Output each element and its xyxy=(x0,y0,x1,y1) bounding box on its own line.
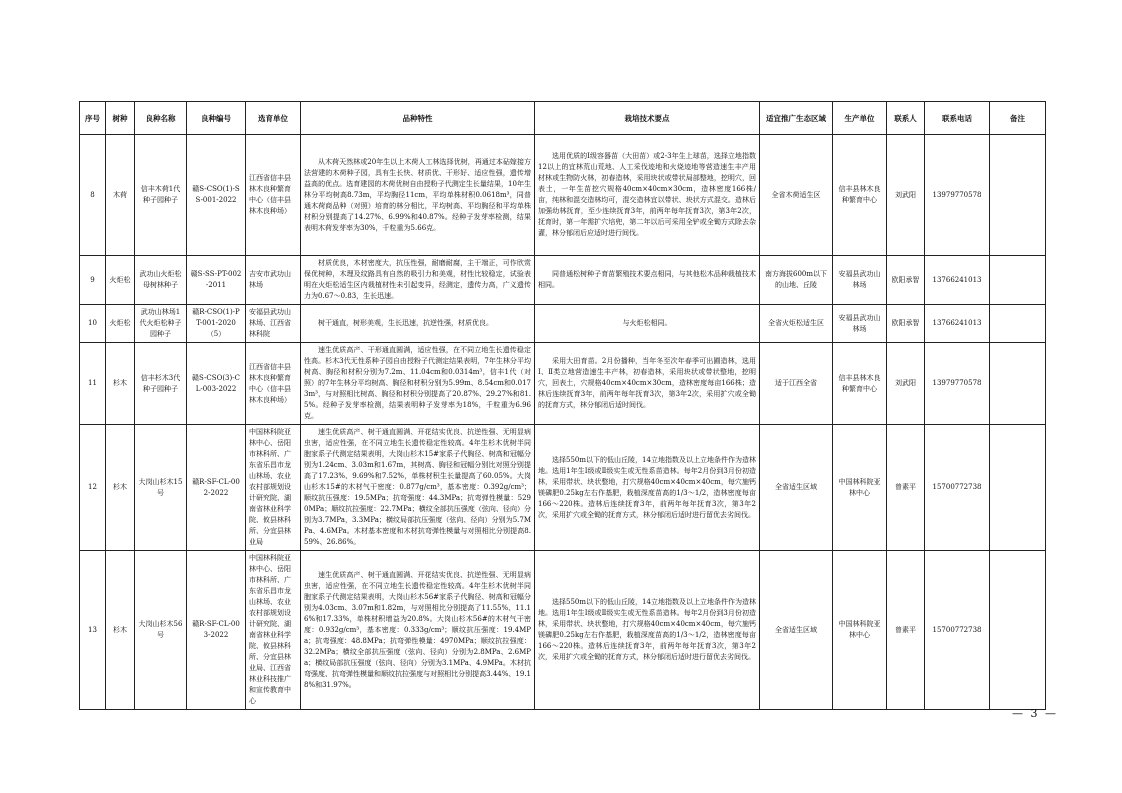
table-row xyxy=(80,343,1046,425)
cell-code: 赣R-SF-CL-002-2022 xyxy=(187,425,246,551)
cell-traits: 从木荷天然林或20年生以上木荷人工林选择优树，再通过本砧嫁接方法营建的木荷种子园，具有生长快、材质优、干形好、适应性强，遗传增益高的优点。选育建园的木荷优树自由授粉子代测定生长量结果，10年生林分平均树高8.73m，平均胸径11cm，平均单株材积0.0618m³，同普通木荷商品种（对照）培育的林分相比，平均树高、平均胸径和平均单株材积分别提高了14.27%、6.99%和40.87%。经种子发芽率检测，结果表明木荷发芽率为30%，千粒重为5.66克。 xyxy=(301,135,535,256)
cell-name: 武功山火炬松母树林种子 xyxy=(135,256,187,305)
cell-note xyxy=(990,425,1046,551)
cell-region: 全省适生区域 xyxy=(760,425,833,551)
header-phone: 联系电话 xyxy=(925,102,990,135)
cell-cultivation: 选用优质的Ⅰ级容器苗（大田苗）或2-3年生上球苗，选择立地指数12以上的宜林荒山荒地、人工采伐迹地和火烧迹地等营造速生丰产用材林或生物防火林，初春造林，采用块状或带状局部整地，挖明穴，回表土，一年生苗挖穴规格40cm×40cm×30cm，造林密度166株/亩，纯林和混交造林均可，混交造林宜以带状、块状方式混交。造林后加强幼林抚育，至少连续抚育3年，前两年每年抚育3次，第3年2次，抚育时，第一年需扩穴培兜，第二年以后可采用全铲或全锄方式除去杂灌，林分郁闭后应适时进行间伐。 xyxy=(535,135,760,256)
header-contact: 联系人 xyxy=(887,102,925,135)
cell-cultivation: 选择550m以下的低山丘陵，14立地指数及以上立地条件作为造林地。选用1年生Ⅰ级或Ⅱ级实生或无性系苗造林。每年2月份到3月份初造林，采用带状、块状整地，打穴规格40cm×40cm×40cm，每穴施钙镁磷肥0.25kg左右作基肥，栽植深度苗高的1/3～1/2，造林密度每亩166～220株。造林后连续抚育3年，前两年每年抚育3次，第3年2次，采用扩穴或全锄的抚育方式，林分郁闭后适时进行留优去劣间伐。 xyxy=(535,551,760,710)
page-number: — 3 — xyxy=(1012,707,1058,720)
cell-code: 赣R-SF-CL-003-2022 xyxy=(187,551,246,710)
cell-phone: 13979770578 xyxy=(925,135,990,256)
cell-note xyxy=(990,305,1046,343)
cell-traits: 速生优质高产、树干通直圆满、开花结实优良、抗逆性强、无明显病虫害，适应性强，在不同立地生长遗传稳定性较高。4年生杉木优树半同胞家系子代测定结果表明，大岗山杉木15#家系子代胸径、树高和冠幅分别为1.24cm、3.03m和1.67m，其树高、胸径和冠幅分别比对照分别提高了17.23%、9.69%和7.52%，单株材积生长量提高了60.05%。大岗山杉木15#的木材气干密度：0.877g/cm³，基本密度：0.392g/cm³；顺纹抗压强度：19.5MPa；抗弯强度：44.3MPa；抗弯弹性模量：5290MPa；顺纹抗拉强度：22.7MPa；横纹全部抗压强度（弦向、径向）分别为3.7MPa，3.3MPa；横纹局部抗压强度（弦向、径向）分别为5.7MPa、4.6MPa。木材基本密度和木材抗弯弹性模量与对照相比分别提高8.59%、26.86%。 xyxy=(301,425,535,551)
cell-producer: 中国林科院亚林中心 xyxy=(833,551,887,710)
cell-no: 13 xyxy=(80,551,106,710)
cell-producer: 信丰县林木良种繁育中心 xyxy=(833,135,887,256)
cell-traits: 速生优质高产、树干通直圆满、开花结实优良、抗逆性强、无明显病虫害，适应性强，在不同立地生长遗传稳定性较高。4年生杉木优树半同胞家系子代测定结果表明，大岗山杉木56#家系子代胸径、树高和冠幅分别为4.03cm、3.07m和1.82m，与对照相比分别提高了11.55%、11.16%和17.33%，单株材积增益为20.8%。大岗山杉木56#的木材气干密度：0.932g/cm³，基本密度：0.333g/cm³；顺纹抗压强度：19.4MPa；抗弯强度：48.8MPa；抗弯弹性模量：4970MPa；顺纹抗拉强度：32.2MPa；横纹全部抗压强度（弦向、径向）分别为2.8MPa、2.6MPa；横纹局部抗压强度（弦向、径向）分别为3.1MPa、4.9MPa。木材抗弯强度、抗弯弹性模量和顺纹抗拉强度与对照相比分别提高3.44%、19.18%和31.97%。 xyxy=(301,551,535,710)
cell-region: 南方海拔600m以下的山地、丘陵 xyxy=(760,256,833,305)
cell-species: 木荷 xyxy=(106,135,135,256)
table-row xyxy=(80,425,1046,551)
cell-note xyxy=(990,256,1046,305)
cell-contact: 曾素平 xyxy=(887,425,925,551)
cell-breeder: 江西省信丰县林木良种繁育中心（信丰县林木良种场） xyxy=(246,343,301,425)
header-name: 良种名称 xyxy=(135,102,187,135)
cell-note xyxy=(990,135,1046,256)
header-producer: 生产单位 xyxy=(833,102,887,135)
header-breeder: 选育单位 xyxy=(246,102,301,135)
cell-phone: 13766241013 xyxy=(925,305,990,343)
header-cultivation: 栽培技术要点 xyxy=(535,102,760,135)
header-species: 树种 xyxy=(106,102,135,135)
cell-breeder: 中国林科院亚林中心、岳阳市林科所、广东省乐昌市龙山林场、农业农村部规划设计研究院、湖南省林业科学院、攸县林科所、分宜县林业局 xyxy=(246,425,301,551)
cell-breeder: 吉安市武功山林场 xyxy=(246,256,301,305)
cell-species: 杉木 xyxy=(106,425,135,551)
cell-breeder: 江西省信丰县林木良种繁育中心（信丰县林木良种场） xyxy=(246,135,301,256)
cell-contact: 欧阳承智 xyxy=(887,256,925,305)
cell-cultivation: 同普通松树种子育苗繁殖技术要点相同，与其他松木品种栽植技术相同。 xyxy=(535,256,760,305)
table-row xyxy=(80,305,1046,343)
cell-contact: 曾素平 xyxy=(887,551,925,710)
cell-no: 11 xyxy=(80,343,106,425)
table-row xyxy=(80,256,1046,305)
cell-contact: 欧阳承智 xyxy=(887,305,925,343)
cell-region: 适于江西全省 xyxy=(760,343,833,425)
cell-code: 赣R-CSO(1)-PT-001-2020（5） xyxy=(187,305,246,343)
table-header-row xyxy=(80,102,1046,135)
cell-breeder: 安福县武功山林场、江西省林科院 xyxy=(246,305,301,343)
cell-producer: 中国林科院亚林中心 xyxy=(833,425,887,551)
cell-cultivation: 采用大田育苗。2月份播种，当年冬至次年春季可出圃造林，选用Ⅰ、Ⅱ类立地营造速生丰产林，初春造林，采用块状或带状整地，挖明穴，回表土，穴规格40cm×40cm×30cm，造林密度每亩166株；造林后连续抚育3年，前两年每年抚育3次，第3年2次，采用扩穴或全锄的抚育方式，林分郁闭后适时间伐。 xyxy=(535,343,760,425)
cell-name: 信丰杉木3代种子园种子 xyxy=(135,343,187,425)
cell-note xyxy=(990,551,1046,710)
cell-no: 8 xyxy=(80,135,106,256)
cell-phone: 13979770578 xyxy=(925,343,990,425)
cell-phone: 15700772738 xyxy=(925,425,990,551)
cell-producer: 信丰县林木良种繁育中心 xyxy=(833,343,887,425)
cell-code: 赣S-SS-PT-002-2011 xyxy=(187,256,246,305)
cell-traits: 树干通直，树形美观，生长迅速，抗逆性强，材质优良。 xyxy=(301,305,535,343)
header-code: 良种编号 xyxy=(187,102,246,135)
cell-contact: 刘武阳 xyxy=(887,135,925,256)
header-region: 适宜推广生态区域 xyxy=(760,102,833,135)
cell-no: 10 xyxy=(80,305,106,343)
cell-phone: 13766241013 xyxy=(925,256,990,305)
cell-name: 大岗山杉木56号 xyxy=(135,551,187,710)
table-row xyxy=(80,135,1046,256)
cell-region: 全省木荷适生区 xyxy=(760,135,833,256)
cell-code: 赣S-CSO(3)-CL-003-2022 xyxy=(187,343,246,425)
cell-name: 武功山林场1代火炬松种子园种子 xyxy=(135,305,187,343)
cell-no: 12 xyxy=(80,425,106,551)
cell-region: 全省火炬松适生区 xyxy=(760,305,833,343)
cell-note xyxy=(990,343,1046,425)
cell-contact: 刘武阳 xyxy=(887,343,925,425)
cell-cultivation: 与火炬松相同。 xyxy=(535,305,760,343)
seed-variety-table xyxy=(79,101,1046,710)
cell-name: 信丰木荷1代种子园种子 xyxy=(135,135,187,256)
cell-code: 赣S-CSO(1)-SS-001-2022 xyxy=(187,135,246,256)
cell-species: 杉木 xyxy=(106,343,135,425)
cell-cultivation: 选择550m以下的低山丘陵，14立地指数及以上立地条件作为造林地。选用1年生Ⅰ级或Ⅱ级实生或无性系苗造林。每年2月份到3月份初造林，采用带状、块状整地，打穴规格40cm×40cm×40cm，每穴施钙镁磷肥0.25kg左右作基肥，栽植深度苗高的1/3～1/2，造林密度每亩166～220株。造林后连续抚育3年，前两年每年抚育3次，第3年2次，采用扩穴或全锄的抚育方式，林分郁闭后适时进行留优去劣间伐。 xyxy=(535,425,760,551)
cell-name: 大岗山杉木15号 xyxy=(135,425,187,551)
header-no: 序号 xyxy=(80,102,106,135)
cell-traits: 速生优质高产、干形通直圆满，适应性强，在不同立地生长遗传稳定性高。杉木3代无性系种子园自由授粉子代测定结果表明，7年生林分平均树高、胸径和材积分别为7.2m、11.04cm和0.0314m³，信丰1代（对照）的7年生林分平均树高、胸径和材积分别为5.99m、8.54cm和0.0173m³，与对照相比树高、胸径和材积分别提高了20.87%、29.27%和81.5%。经种子发芽率检测，结果表明种子发芽率为18%，千粒重为6.96克。 xyxy=(301,343,535,425)
cell-phone: 15700772738 xyxy=(925,551,990,710)
cell-region: 全省适生区域 xyxy=(760,551,833,710)
cell-traits: 材质优良，木材密度大，抗压性强，耐磨耐腐，主干端正，可作欣赏保优树种，木理及纹路具有自然的吸引力和美观，材性比较稳定，试验表明在火炬松适生区内栽植材性未引起变异，经测定，遗传力高，广义遗传力为0.67～0.83，生长迅速。 xyxy=(301,256,535,305)
table-row xyxy=(80,551,1046,710)
cell-no: 9 xyxy=(80,256,106,305)
cell-producer: 安福县武功山林场 xyxy=(833,256,887,305)
cell-producer: 安福县武功山林场 xyxy=(833,305,887,343)
cell-species: 火炬松 xyxy=(106,305,135,343)
cell-species: 火炬松 xyxy=(106,256,135,305)
header-traits: 品种特性 xyxy=(301,102,535,135)
cell-breeder: 中国林科院亚林中心、岳阳市林科所、广东省乐昌市龙山林场、农业农村部规划设计研究院、湖南省林业科学院、攸县林科所、分宜县林业局、江西省林业科技推广和宣传教育中心 xyxy=(246,551,301,710)
cell-species: 杉木 xyxy=(106,551,135,710)
header-note: 备注 xyxy=(990,102,1046,135)
